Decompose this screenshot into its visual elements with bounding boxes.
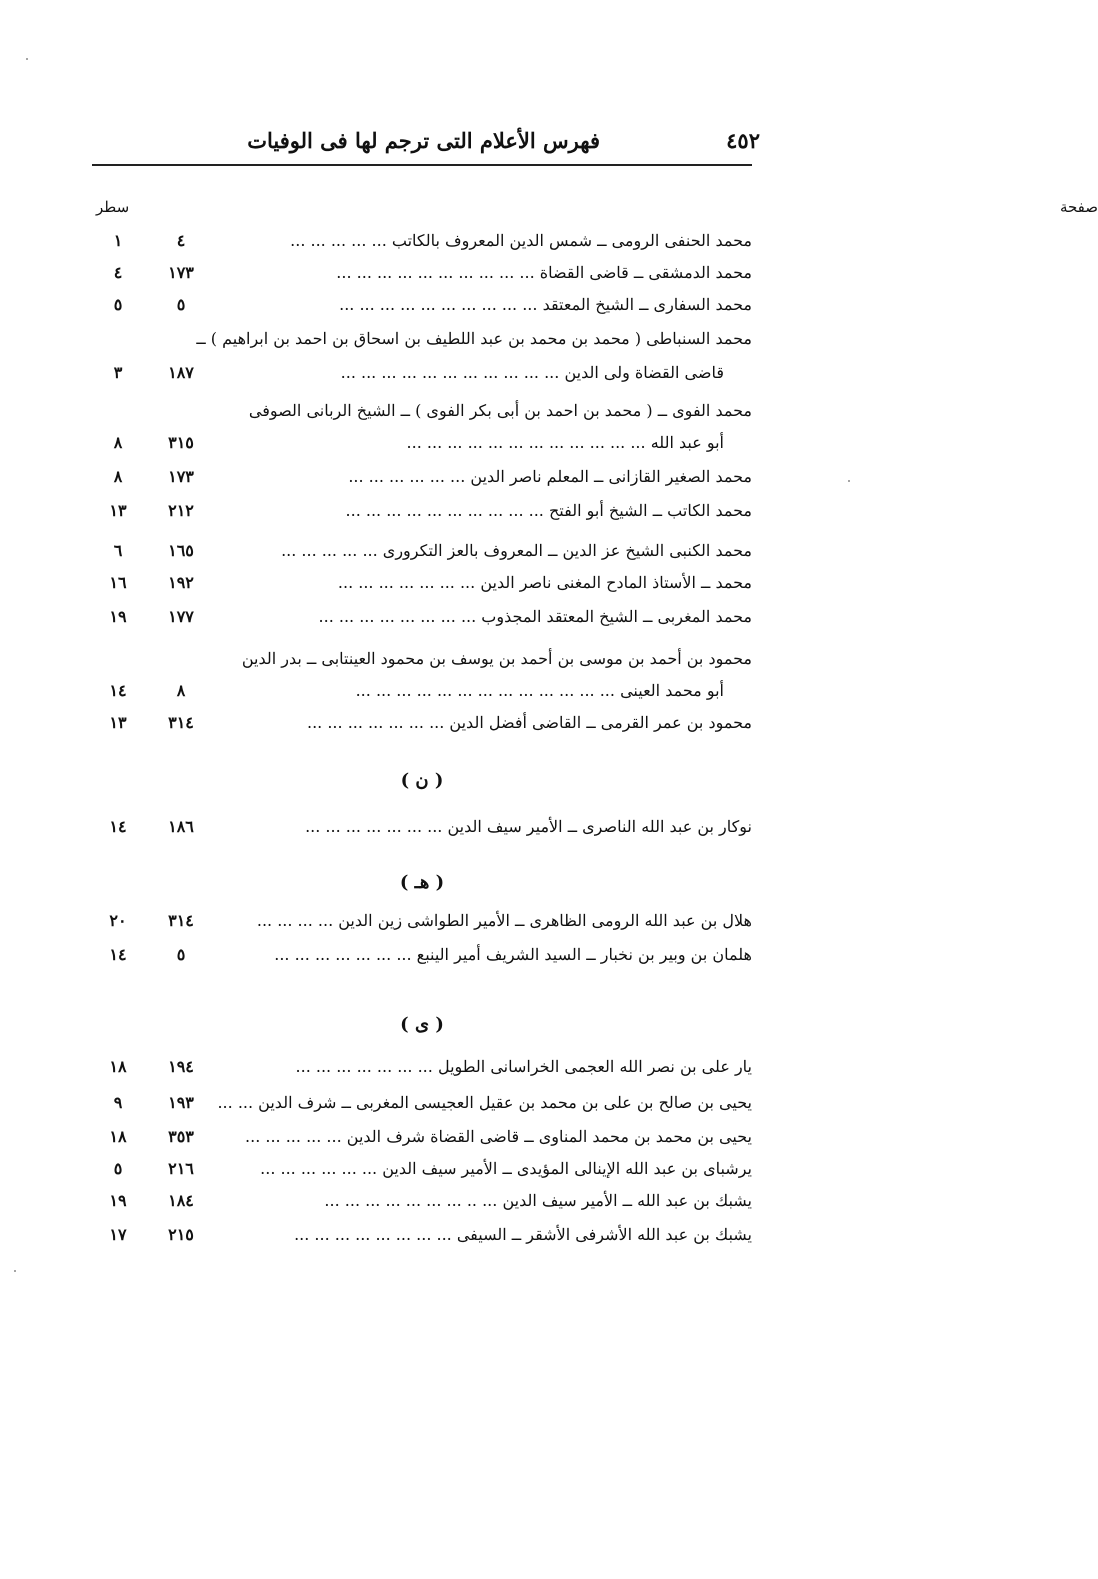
entry-line: ١٨ <box>109 1057 127 1076</box>
entry-name: يرشباى بن عبد الله الإينالى المؤيدى ــ الأمير سيف الدين ... ... ... ... ... ... <box>260 1159 752 1178</box>
entry-name: محمد الدمشقى ــ قاضى القضاة ... ... ... ... ... ... ... ... ... ... <box>336 263 752 282</box>
index-entry-heading: محمد الفوى ــ ( محمد بن احمد بن أبى بكر الفوى ) ــ الشيخ الربانى الصوفى <box>248 401 752 420</box>
entry-name: يشبك بن عبد الله الأشرفى الأشقر ــ السيفى ... ... ... ... ... ... ... ... <box>294 1225 752 1244</box>
entry-name: يار على بن نصر الله العجمى الخراسانى الطويل ... ... ... ... ... ... ... <box>295 1057 752 1076</box>
entry-name: محمد المغربى ــ الشيخ المعتقد المجذوب ... ... ... ... ... ... ... ... <box>318 607 752 626</box>
index-entry <box>92 258 752 288</box>
entry-page: ١٦٥ <box>168 541 194 560</box>
line-column-label: سطر <box>96 198 130 216</box>
entry-line: ١٤ <box>109 945 127 964</box>
index-entry <box>92 226 752 256</box>
entry-line: ٥ <box>113 1159 123 1178</box>
entry-page: ١٨٤ <box>168 1191 194 1210</box>
entry-line: ١٩ <box>109 607 127 626</box>
entry-name: يحيى بن صالح بن على بن محمد بن عقيل العجيسى المغربى ــ شرف الدين ... ... <box>217 1093 752 1112</box>
entry-name: محمد الحنفى الرومى ــ شمس الدين المعروف بالكاتب ... ... ... ... ... <box>290 231 752 250</box>
index-entry <box>92 428 752 458</box>
entry-page: ٣١٤ <box>168 713 194 732</box>
index-entry <box>92 536 752 566</box>
index-entry <box>92 496 752 526</box>
entry-name: نوكار بن عبد الله الناصرى ــ الأمير سيف الدين ... ... ... ... ... ... ... <box>305 817 752 836</box>
section-heading-ha: ( هـ ) <box>399 872 445 893</box>
entry-line: ١٧ <box>109 1225 127 1244</box>
entry-line: ٦ <box>113 541 123 560</box>
index-entry <box>92 1154 752 1184</box>
index-entry <box>92 940 752 970</box>
entry-name: قاضى القضاة ولى الدين ... ... ... ... ... ... ... ... ... ... ... <box>340 363 724 382</box>
entry-page: ٥ <box>176 945 186 964</box>
section-heading-nun: ( ن ) <box>400 770 444 791</box>
entry-page: ١٨٦ <box>168 817 194 836</box>
entry-name: أبو محمد العينى ... ... ... ... ... ... ... ... ... ... ... ... ... <box>355 681 724 700</box>
index-entry-heading: محمد السنباطى ( محمد بن محمد بن عبد اللطيف بن اسحاق بن احمد بن ابراهيم ) ــ <box>196 329 752 348</box>
index-entry <box>92 462 752 492</box>
entry-line: ١٤ <box>109 817 127 836</box>
entry-line: ١ <box>113 231 123 250</box>
index-entry <box>92 290 752 320</box>
entry-name: محمد السفارى ــ الشيخ المعتقد ... ... ... ... ... ... ... ... ... ... <box>339 295 752 314</box>
entry-page: ١٩٣ <box>168 1093 194 1112</box>
entry-page: ٣٥٣ <box>168 1127 194 1146</box>
index-entry <box>92 568 752 598</box>
entry-line: ٢٠ <box>109 911 127 930</box>
index-entry-heading: محمود بن أحمد بن موسى بن أحمد بن يوسف بن محمود العينتابى ــ بدر الدين <box>241 649 752 668</box>
scan-speck <box>14 1270 16 1272</box>
entry-line: ١٨ <box>109 1127 127 1146</box>
index-entry <box>92 1088 752 1118</box>
entry-line: ٨ <box>113 433 123 452</box>
entry-page: ٥ <box>176 295 186 314</box>
index-entry <box>92 906 752 936</box>
scan-speck <box>26 58 28 60</box>
entry-line: ١٣ <box>109 713 127 732</box>
entry-line: ١٩ <box>109 1191 127 1210</box>
entry-line: ١٣ <box>109 501 127 520</box>
entry-page: ١٨٧ <box>168 363 194 382</box>
index-entry <box>92 1122 752 1152</box>
entry-line: ٣ <box>113 363 123 382</box>
index-entry <box>92 1052 752 1082</box>
entry-page: ١٧٣ <box>168 263 194 282</box>
entry-page: ١٧٧ <box>168 607 194 626</box>
entry-line: ٩ <box>113 1093 123 1112</box>
entry-page: ١٩٢ <box>168 573 194 592</box>
entry-line: ٤ <box>113 263 123 282</box>
header-rule <box>92 164 752 166</box>
entry-page: ٤ <box>176 231 186 250</box>
page-title: فهرس الأعلام التى ترجم لها فى الوفيات <box>247 128 600 153</box>
entry-name: محمد ــ الأستاذ المادح المغنى ناصر الدين ... ... ... ... ... ... ... <box>337 573 752 592</box>
entry-page: ٢١٥ <box>168 1225 194 1244</box>
entry-line: ١٤ <box>109 681 127 700</box>
entry-page: ١٧٣ <box>168 467 194 486</box>
entry-page: ٣١٥ <box>168 433 194 452</box>
entry-page: ٢١٦ <box>168 1159 194 1178</box>
section-heading-ya: ( ى ) <box>400 1014 444 1035</box>
entry-name: محمد الكاتب ــ الشيخ أبو الفتح ... ... ... ... ... ... ... ... ... ... <box>345 501 752 520</box>
page-column-label: صفحة <box>1059 198 1098 216</box>
entry-name: محمود بن عمر القرمى ــ القاضى أفضل الدين ... ... ... ... ... ... ... <box>307 713 752 732</box>
page-number: ٤٥٢ <box>726 128 760 153</box>
index-entry <box>92 708 752 738</box>
entry-line: ١٦ <box>109 573 127 592</box>
entry-name: يشبك بن عبد الله ــ الأمير سيف الدين ... .. ... ... ... ... ... ... ... <box>324 1191 752 1210</box>
index-entry <box>92 676 752 706</box>
index-entry <box>92 1186 752 1216</box>
entry-page: ٣١٤ <box>168 911 194 930</box>
index-entry <box>92 812 752 842</box>
entry-name: هلمان بن وبير بن نخبار ــ السيد الشريف أمير الينبع ... ... ... ... ... ... ... <box>274 945 752 964</box>
index-entry <box>92 1220 752 1250</box>
index-entry <box>92 358 752 388</box>
entry-page: ٢١٢ <box>168 501 194 520</box>
entry-name: أبو عبد الله ... ... ... ... ... ... ... ... ... ... ... ... <box>406 433 724 452</box>
entry-line: ٥ <box>113 295 123 314</box>
entry-page: ٨ <box>176 681 186 700</box>
entry-name: هلال بن عبد الله الرومى الظاهرى ــ الأمير الطواشى زين الدين ... ... ... ... <box>256 911 752 930</box>
entry-name: يحيى بن محمد بن محمد المناوى ــ قاضى القضاة شرف الدين ... ... ... ... ... <box>245 1127 752 1146</box>
entry-page: ١٩٤ <box>168 1057 194 1076</box>
entry-name: محمد الكنبى الشيخ عز الدين ــ المعروف بالعز التكرورى ... ... ... ... ... <box>281 541 752 560</box>
entry-name: محمد الصغير القازانى ــ المعلم ناصر الدين ... ... ... ... ... ... <box>348 467 752 486</box>
entry-line: ٨ <box>113 467 123 486</box>
index-entry <box>92 602 752 632</box>
scan-speck <box>848 480 850 482</box>
